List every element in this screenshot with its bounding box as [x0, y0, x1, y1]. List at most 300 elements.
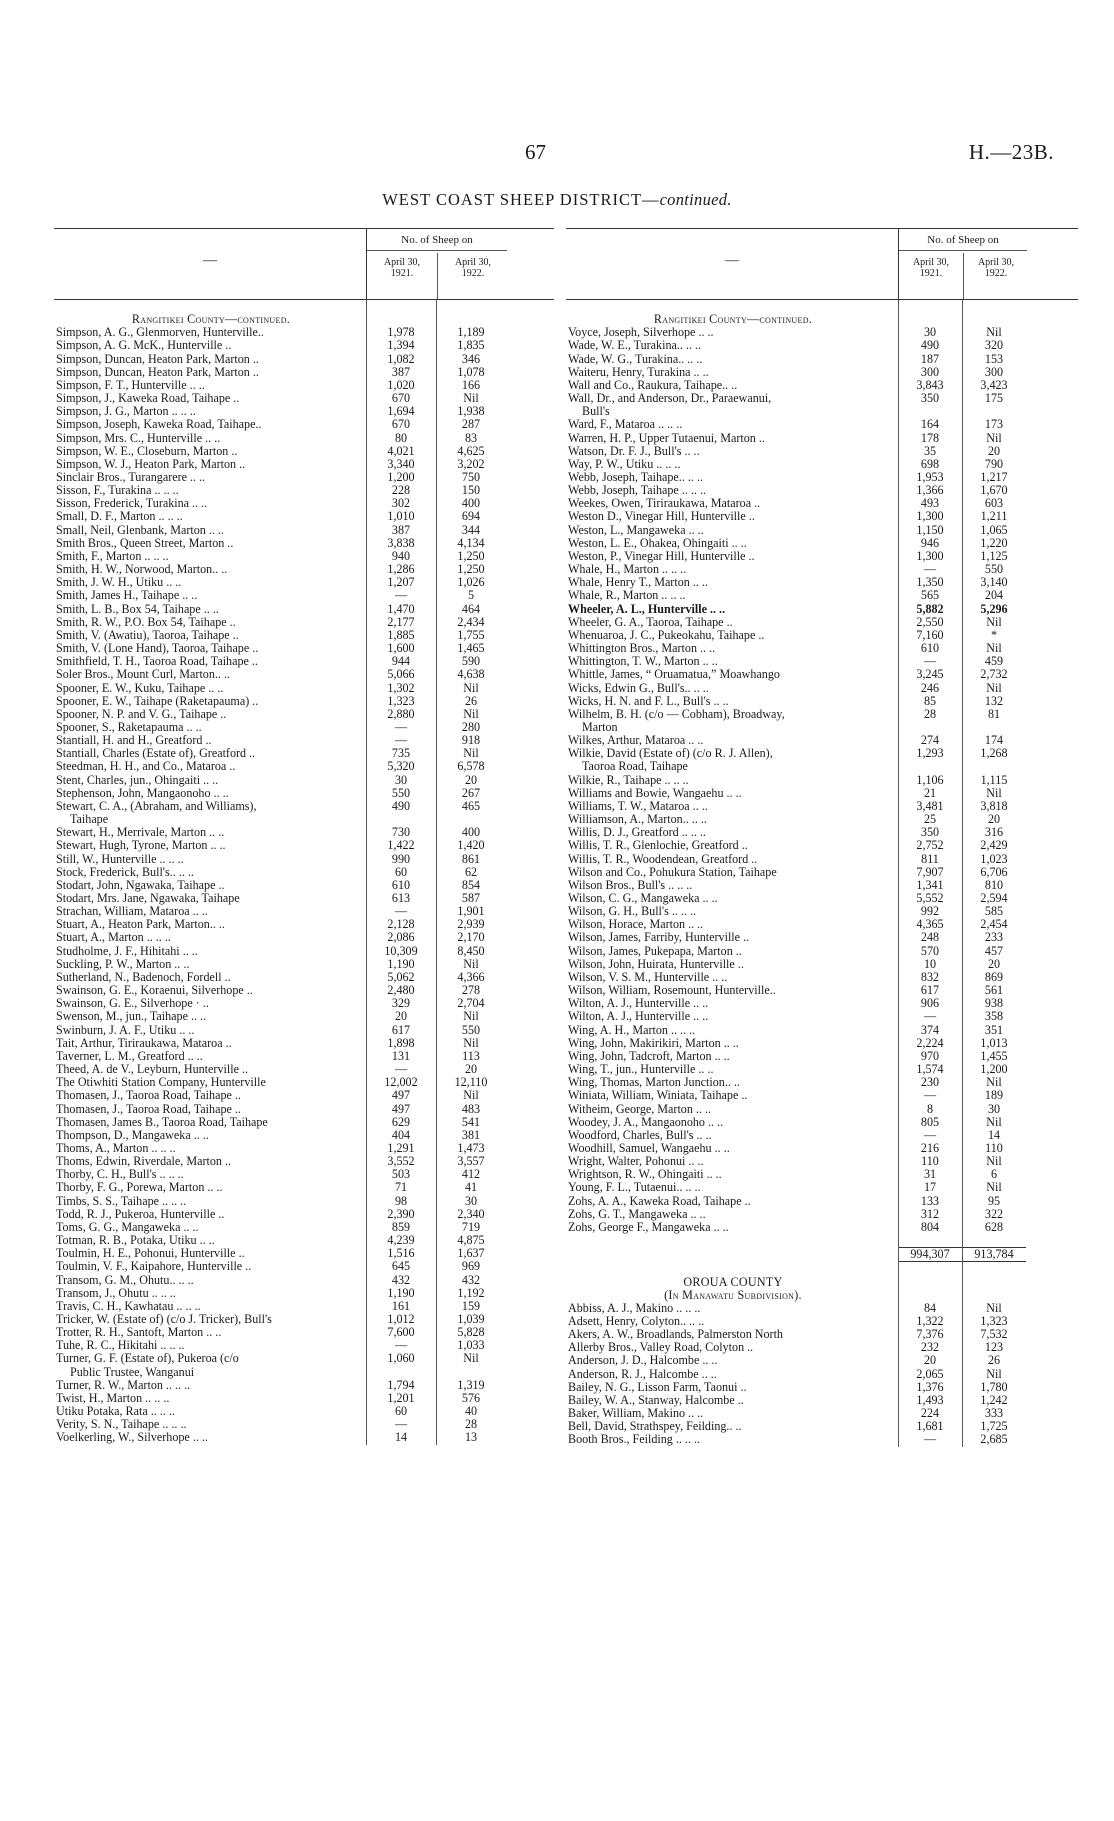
- owner-name: Bailey, W. A., Stanway, Halcombe ..: [568, 1393, 744, 1407]
- sheep-1922: 267: [461, 785, 481, 800]
- group-label: No. of Sheep on: [367, 229, 507, 251]
- name-column-header: —: [725, 253, 739, 268]
- sheep-1922: 576: [461, 1390, 481, 1405]
- owner-name: Wheeler, G. A., Taoroa, Taihape ..: [568, 615, 733, 629]
- sheep-1922: 1,192: [457, 1285, 485, 1300]
- sheep-1922: 1,637: [457, 1246, 485, 1261]
- sheep-1921: 329: [391, 996, 411, 1011]
- table-row: [566, 524, 1078, 537]
- sheep-1921: 387: [391, 364, 411, 379]
- owner-name: Simpson, Joseph, Kaweka Road, Taihape..: [56, 418, 262, 432]
- sheep-1922: 2,704: [457, 996, 485, 1011]
- owner-name: Spooner, N. P. and V. G., Taihape ..: [56, 707, 227, 721]
- table-row: [566, 853, 1078, 866]
- owner-name: Toulmin, H. E., Pohonui, Hunterville ..: [56, 1247, 245, 1261]
- sheep-1922: Nil: [986, 1114, 1002, 1129]
- owner-name: Wilson Bros., Bull's .. .. ..: [568, 878, 693, 892]
- sheep-1921: 1,291: [387, 1140, 415, 1155]
- owner-name: Turner, G. F. (Estate of), Pukeroa (c/o: [56, 1352, 239, 1366]
- sheep-1922: 1,780: [980, 1379, 1008, 1394]
- owner-name: Suckling, P. W., Marton .. ..: [56, 957, 190, 971]
- sheep-1922: 861: [461, 851, 481, 866]
- sheep-1922: 20: [464, 1062, 478, 1077]
- table-row: [566, 839, 1078, 852]
- owner-name: Williams and Bowie, Wangaehu .. ..: [568, 786, 742, 800]
- sheep-1922: Nil: [986, 1300, 1002, 1315]
- sheep-1921: 670: [391, 417, 411, 432]
- table-row: [54, 1037, 554, 1050]
- table-row: [566, 589, 1078, 602]
- owner-name: Bull's: [582, 405, 610, 419]
- owner-name: Willis, D. J., Greatford .. .. ..: [568, 826, 706, 840]
- owner-name: Wilson, James, Pukepapa, Marton ..: [568, 944, 742, 958]
- table-row: [54, 1076, 554, 1089]
- table-row: [566, 339, 1078, 352]
- owner-name: Whittington Bros., Marton .. ..: [568, 642, 716, 656]
- owner-name: Abbiss, A. J., Makino .. .. ..: [568, 1301, 701, 1315]
- right-table: [566, 228, 1078, 1447]
- sheep-1921: 1,681: [916, 1419, 944, 1434]
- sheep-1921: 248: [920, 930, 940, 945]
- sheep-1921: 374: [920, 1022, 940, 1037]
- sheep-1921: 161: [391, 1298, 411, 1313]
- spacer-row: [566, 1262, 1078, 1275]
- owner-name: Smith, V. (Awatiu), Taoroa, Taihape ..: [56, 628, 239, 642]
- column-divider: [436, 300, 437, 1445]
- sheep-1922: 590: [461, 654, 481, 669]
- sheep-1922: Nil: [463, 1088, 479, 1103]
- sheep-1922: 4,134: [457, 535, 485, 550]
- table-row: [54, 445, 554, 458]
- table-row: [566, 1010, 1078, 1023]
- table-row: [566, 1195, 1078, 1208]
- owner-name: Wilson, V. S. M., Hunterville .. ..: [568, 970, 728, 984]
- owner-name: Transom, J., Ohutu .. .. ..: [56, 1286, 176, 1300]
- sheep-1922: 1,033: [457, 1338, 485, 1353]
- table-row: [54, 945, 554, 958]
- sheep-1922: 3,818: [980, 798, 1008, 813]
- sheep-1922: 457: [984, 943, 1004, 958]
- sheep-1921: 1,516: [387, 1246, 415, 1261]
- sheep-1921: —: [394, 719, 408, 734]
- owner-name: Strachan, William, Mataroa .. ..: [56, 905, 208, 919]
- owner-name: Warren, H. P., Upper Tutaenui, Marton ..: [568, 431, 765, 445]
- sheep-1922: 20: [987, 956, 1001, 971]
- sheep-1922: 2,594: [980, 891, 1008, 906]
- sheep-1922: 175: [984, 391, 1004, 406]
- sheep-1921: 1,060: [387, 1351, 415, 1366]
- sheep-1922: 204: [984, 588, 1004, 603]
- owner-name: Weston, L. E., Ohakea, Ohingaiti .. ..: [568, 536, 747, 550]
- sheep-1922: 587: [461, 891, 481, 906]
- sheep-1922: 28: [464, 1417, 478, 1432]
- owner-name: Stantiall, H. and H., Greatford ..: [56, 734, 212, 748]
- table-row: [54, 1168, 554, 1181]
- sheep-1921: 1,694: [387, 404, 415, 419]
- table-row: [54, 603, 554, 616]
- owner-name: Weston D., Vinegar Hill, Hunterville ..: [568, 510, 755, 524]
- sheep-1922: 694: [461, 509, 481, 524]
- owner-name: Public Trustee, Wanganui: [70, 1365, 195, 1379]
- owner-name: Thomasen, James B., Taoroa Road, Taihape: [56, 1115, 268, 1129]
- sheep-1922: 320: [984, 338, 1004, 353]
- table-row: [566, 1103, 1078, 1116]
- table-row: [54, 1352, 554, 1365]
- sheep-1922: 1,835: [457, 338, 485, 353]
- table-row: [566, 760, 1078, 773]
- sheep-1921: 490: [920, 338, 940, 353]
- table-row: [566, 537, 1078, 550]
- table-header: [54, 228, 554, 300]
- owner-name: Sisson, Frederick, Turakina .. ..: [56, 497, 208, 511]
- owner-name: Stewart, C. A., (Abraham, and Williams),: [56, 799, 257, 813]
- table-row: [54, 576, 554, 589]
- sheep-1922: 1,901: [457, 904, 485, 919]
- sheep-1921: 1,150: [916, 522, 944, 537]
- owner-name: Williamson, A., Marton.. .. ..: [568, 813, 707, 827]
- sheep-1922: 4,875: [457, 1233, 485, 1248]
- table-row: [566, 418, 1078, 431]
- sheep-1921: 2,177: [387, 614, 415, 629]
- sheep-1922: 233: [984, 930, 1004, 945]
- sheep-1921: 1,286: [387, 562, 415, 577]
- owner-name: Simpson, Duncan, Heaton Park, Marton ..: [56, 365, 259, 379]
- owner-name: Anderson, R. J., Halcombe .. ..: [568, 1367, 717, 1381]
- sheep-1921: 497: [391, 1101, 411, 1116]
- sheep-1921: 274: [920, 733, 940, 748]
- sheep-1921: 1,190: [387, 956, 415, 971]
- table-row: [54, 1260, 554, 1273]
- sheep-1922: 26: [987, 1353, 1001, 1368]
- sheep-1921: 71: [394, 1180, 408, 1195]
- sheep-1921: 670: [391, 391, 411, 406]
- sheep-1922: Nil: [986, 430, 1002, 445]
- owner-name: Theed, A. de V., Leyburn, Hunterville ..: [56, 1063, 249, 1077]
- table-row: [54, 668, 554, 681]
- sheep-1921: 350: [920, 391, 940, 406]
- owner-name: Soler Bros., Mount Curl, Marton.. ..: [56, 668, 231, 682]
- owner-name: Stephenson, John, Mangaonoho .. ..: [56, 786, 229, 800]
- sheep-1922: 1,200: [980, 1062, 1008, 1077]
- sheep-1921: 17: [923, 1180, 937, 1195]
- table-row: [54, 682, 554, 695]
- owner-name: Wilkes, Arthur, Mataroa .. ..: [568, 734, 704, 748]
- sheep-1921: 944: [391, 654, 411, 669]
- owner-name: Willis, T. R., Glenlochie, Greatford ..: [568, 839, 748, 853]
- sheep-1922: Nil: [986, 641, 1002, 656]
- section-heading-text: Rangitikei County—continued.: [653, 313, 813, 327]
- table-row: [566, 747, 1078, 760]
- table-row: [566, 1155, 1078, 1168]
- sheep-1922: 550: [461, 1022, 481, 1037]
- sheep-1921: 2,880: [387, 706, 415, 721]
- sheep-1921: 5,552: [916, 891, 944, 906]
- sheep-1922: 95: [987, 1193, 1001, 1208]
- sheep-1921: 20: [923, 1353, 937, 1368]
- table-row: [566, 1341, 1078, 1354]
- sheep-1921: 1,600: [387, 641, 415, 656]
- sheep-1922: 4,638: [457, 667, 485, 682]
- title-continued: continued.: [659, 190, 732, 209]
- table-row: [566, 1116, 1078, 1129]
- owner-name: Young, F. L., Tutaenui.. .. ..: [568, 1181, 701, 1195]
- sheep-1922: 346: [461, 351, 481, 366]
- sheep-1921: 804: [920, 1219, 940, 1234]
- sheep-1921: 31: [923, 1167, 937, 1182]
- sheep-1921: 3,245: [916, 667, 944, 682]
- owner-name: Wicks, Edwin G., Bull's.. .. ..: [568, 681, 709, 695]
- sheep-1922: 322: [984, 1206, 1004, 1221]
- table-row: [566, 510, 1078, 523]
- table-row: [54, 1181, 554, 1194]
- sheep-1922: 173: [984, 417, 1004, 432]
- section-heading-text: Rangitikei County—continued.: [131, 313, 291, 327]
- table-row: [54, 1431, 554, 1444]
- sheep-1922: Nil: [986, 1366, 1002, 1381]
- sheep-1922: 159: [461, 1298, 481, 1313]
- owner-name: Wade, W. E., Turakina.. .. ..: [568, 339, 702, 353]
- sheep-1921: 224: [920, 1406, 940, 1421]
- sheep-1921: 645: [391, 1259, 411, 1274]
- table-row: [54, 1089, 554, 1102]
- table-row: [54, 1418, 554, 1431]
- sheep-1921: 1,200: [387, 470, 415, 485]
- owner-name: Booth Bros., Feilding .. .. ..: [568, 1433, 701, 1447]
- sheep-1922: 14: [987, 1127, 1001, 1142]
- table-row: [566, 1129, 1078, 1142]
- owner-name: Smith, James H., Taihape .. ..: [56, 589, 198, 603]
- sheep-1922: 1,268: [980, 746, 1008, 761]
- sheep-1921: 85: [923, 693, 937, 708]
- table-row: [566, 1433, 1078, 1446]
- sheep-1921: 7,160: [916, 627, 944, 642]
- sheep-1921: 570: [920, 943, 940, 958]
- sheep-1922: 278: [461, 983, 481, 998]
- sheep-1922: 1,242: [980, 1392, 1008, 1407]
- sheep-1921: 7,907: [916, 864, 944, 879]
- owner-name: Wall and Co., Raukura, Taihape.. ..: [568, 378, 738, 392]
- sheep-1922: 62: [464, 864, 478, 879]
- owner-name: Transom, G. M., Ohutu.. .. ..: [56, 1273, 194, 1287]
- owner-name: Woodey, J. A., Mangaonoho .. ..: [568, 1115, 724, 1129]
- table-row: [54, 432, 554, 445]
- sheep-1922: 1,473: [457, 1140, 485, 1155]
- col-1922-header: April 30, 1922.: [437, 253, 508, 299]
- sheep-1921: —: [394, 904, 408, 919]
- sheep-1922: 40: [464, 1404, 478, 1419]
- owner-name: Thoms, Edwin, Riverdale, Marton ..: [56, 1155, 231, 1169]
- sheep-1922: 2,939: [457, 917, 485, 932]
- owner-name: Wing, John, Tadcroft, Marton .. ..: [568, 1049, 730, 1063]
- owner-name: Still, W., Hunterville .. .. ..: [56, 852, 184, 866]
- owner-name: Voelkerling, W., Silverhope .. ..: [56, 1431, 208, 1445]
- sheep-1921: 832: [920, 969, 940, 984]
- table-row: [54, 1208, 554, 1221]
- sheep-1921: 2,480: [387, 983, 415, 998]
- sheep-1922: Nil: [463, 746, 479, 761]
- owner-name: Webb, Joseph, Taihape.. .. ..: [568, 471, 703, 485]
- sheep-1921: 1,978: [387, 325, 415, 340]
- document-reference: H.—23B.: [968, 140, 1054, 164]
- sheep-1922: Nil: [463, 956, 479, 971]
- owner-name: Smithfield, T. H., Taoroa Road, Taihape ..: [56, 655, 258, 669]
- sheep-1922: 1,323: [980, 1313, 1008, 1328]
- sheep-1921: 5,066: [387, 667, 415, 682]
- sheep-1921: 610: [391, 877, 411, 892]
- table-row: [566, 353, 1078, 366]
- sheep-1921: 28: [923, 706, 937, 721]
- sheep-1921: 1,394: [387, 338, 415, 353]
- section-heading: [566, 1276, 1078, 1289]
- sheep-1922: 2,454: [980, 917, 1008, 932]
- sheep-1922: 1,250: [457, 548, 485, 563]
- owner-name: Stodart, John, Ngawaka, Taihape ..: [56, 878, 225, 892]
- group-label: No. of Sheep on: [899, 229, 1027, 251]
- table-row: [566, 616, 1078, 629]
- owner-name: Wing, A. H., Marton .. .. ..: [568, 1023, 696, 1037]
- owner-name: Wicks, H. N. and F. L., Bull's .. ..: [568, 694, 729, 708]
- sheep-1922: Nil: [986, 1180, 1002, 1195]
- table-row: [566, 1037, 1078, 1050]
- owner-name: Akers, A. W., Broadlands, Palmerston North: [568, 1328, 783, 1342]
- owner-name: Thoms, A., Marton .. .. ..: [56, 1141, 176, 1155]
- section-heading: [566, 1289, 1078, 1302]
- owner-name: Wilton, A. J., Hunterville .. ..: [568, 997, 709, 1011]
- sheep-1921: 387: [391, 522, 411, 537]
- table-row: [566, 787, 1078, 800]
- sheep-1921: 1,323: [387, 693, 415, 708]
- owner-name: Wilson, G. H., Bull's .. .. ..: [568, 905, 697, 919]
- sheep-1922: 8,450: [457, 943, 485, 958]
- owner-name: Thorby, C. H., Bull's .. .. ..: [56, 1168, 184, 1182]
- sheep-1921: 1,300: [916, 509, 944, 524]
- owner-name: Smith, V. (Lone Hand), Taoroa, Taihape ..: [56, 642, 259, 656]
- sheep-1921: —: [923, 1127, 937, 1142]
- table-row: [54, 1010, 554, 1023]
- owner-name: Wall, Dr., and Anderson, Dr., Paraewanui,: [568, 392, 772, 406]
- table-row: [54, 1050, 554, 1063]
- owner-name: Zohs, George F., Mangaweka .. ..: [568, 1220, 729, 1234]
- owner-name: Taoroa Road, Taihape: [582, 760, 688, 774]
- sheep-1922: Nil: [463, 680, 479, 695]
- owner-name: Weekes, Owen, Tiriraukawa, Mataroa ..: [568, 497, 761, 511]
- sheep-1922: 1,220: [980, 535, 1008, 550]
- title-main: WEST COAST SHEEP DISTRICT—: [382, 190, 660, 209]
- sheep-1921: 2,224: [916, 1035, 944, 1050]
- sheep-1922: 6: [990, 1167, 998, 1182]
- owner-name: Stantiall, Charles (Estate of), Greatford ..: [56, 747, 256, 761]
- sheep-1921: 35: [923, 443, 937, 458]
- table-row: [54, 1129, 554, 1142]
- sheep-1922: Nil: [986, 325, 1002, 340]
- sheep-count-header: [366, 229, 507, 299]
- table-row: [566, 931, 1078, 944]
- sheep-1922: Nil: [986, 785, 1002, 800]
- owner-name: Swainson, G. E., Koraenui, Silverhope ..: [56, 984, 253, 998]
- sheep-1922: 4,366: [457, 969, 485, 984]
- sheep-1922: 432: [461, 1272, 481, 1287]
- owner-name: Voyce, Joseph, Silverhope .. ..: [568, 326, 714, 340]
- sheep-1921: 2,390: [387, 1206, 415, 1221]
- table-row: [566, 366, 1078, 379]
- table-row: [566, 1221, 1078, 1234]
- table-row: [566, 682, 1078, 695]
- sheep-1922: 719: [461, 1219, 481, 1234]
- owner-name: Taihape: [70, 813, 109, 827]
- sheep-1922: Nil: [986, 680, 1002, 695]
- owner-name: Wrightson, R. W., Ohingaiti .. ..: [568, 1168, 722, 1182]
- sheep-1921: 10,309: [384, 943, 418, 958]
- table-row: [54, 695, 554, 708]
- sheep-1922: 150: [461, 483, 481, 498]
- owner-name: Whale, H., Marton .. .. ..: [568, 563, 687, 577]
- sheep-1922: Nil: [463, 1351, 479, 1366]
- sheep-1921: —: [394, 1417, 408, 1432]
- owner-name: Stodart, Mrs. Jane, Ngawaka, Taihape: [56, 892, 240, 906]
- sheep-1922: 166: [461, 377, 481, 392]
- owner-name: Turner, R. W., Marton .. .. ..: [56, 1378, 191, 1392]
- owner-name: Thomasen, J., Taoroa Road, Taihape ..: [56, 1089, 241, 1103]
- owner-name: Timbs, S. S., Taihape .. .. ..: [56, 1194, 187, 1208]
- owner-name: Adsett, Henry, Colyton.. .. ..: [568, 1314, 705, 1328]
- owner-name: Weston, L., Mangaweka .. ..: [568, 523, 704, 537]
- owner-name: Whittle, James, “ Oruamatua,” Moawhango: [568, 668, 780, 682]
- sheep-1922: 280: [461, 719, 481, 734]
- owner-name: Spooner, E. W., Taihape (Raketapauma) ..: [56, 694, 259, 708]
- sheep-1921: [898, 760, 962, 773]
- owner-name: Spooner, E. W., Kuku, Taihape .. ..: [56, 681, 224, 695]
- owner-name: Baker, William, Makino .. ..: [568, 1407, 704, 1421]
- sheep-1921: 3,340: [387, 456, 415, 471]
- table-row: [54, 510, 554, 523]
- sheep-1922: Nil: [986, 1154, 1002, 1169]
- owner-name: Zohs, A. A., Kaweka Road, Taihape ..: [568, 1194, 751, 1208]
- sheep-1922: 1,420: [457, 838, 485, 853]
- sheep-1921: 1,020: [387, 377, 415, 392]
- sheep-1921: 20: [394, 1009, 408, 1024]
- owner-name: Bailey, N. G., Lisson Farm, Taonui ..: [568, 1380, 747, 1394]
- sheep-1922: 6,578: [457, 759, 485, 774]
- sheep-1922: 483: [461, 1101, 481, 1116]
- sheep-1921: 1,953: [916, 470, 944, 485]
- table-row: [54, 379, 554, 392]
- owner-name: Stewart, Hugh, Tyrone, Marton .. ..: [56, 839, 226, 853]
- sheep-1921: 21: [923, 785, 937, 800]
- sheep-1921: 164: [920, 417, 940, 432]
- sheep-1921: 3,552: [387, 1154, 415, 1169]
- sheep-1921: 1,493: [916, 1392, 944, 1407]
- spacer-row: [566, 300, 1078, 313]
- owner-name: Stuart, A., Heaton Park, Marton.. ..: [56, 918, 225, 932]
- sheep-1922: 2,434: [457, 614, 485, 629]
- sheep-1922: 603: [984, 496, 1004, 511]
- owner-name: Waiteru, Henry, Turakina .. ..: [568, 365, 709, 379]
- owner-name: Witheim, George, Marton .. ..: [568, 1102, 712, 1116]
- owner-name: Whale, R., Marton .. .. ..: [568, 589, 686, 603]
- sheep-1922: 869: [984, 969, 1004, 984]
- sheep-1921: [366, 1366, 436, 1379]
- page-header: [0, 140, 1114, 180]
- sheep-1921: —: [394, 733, 408, 748]
- sheep-1921: 60: [394, 1404, 408, 1419]
- table-row: [54, 760, 554, 773]
- sheep-1921: 859: [391, 1219, 411, 1234]
- sheep-1921: —: [923, 654, 937, 669]
- sheep-1922: 3,140: [980, 575, 1008, 590]
- table-row: [566, 432, 1078, 445]
- sheep-1922: 1,465: [457, 641, 485, 656]
- sheep-1922: Nil: [986, 1075, 1002, 1090]
